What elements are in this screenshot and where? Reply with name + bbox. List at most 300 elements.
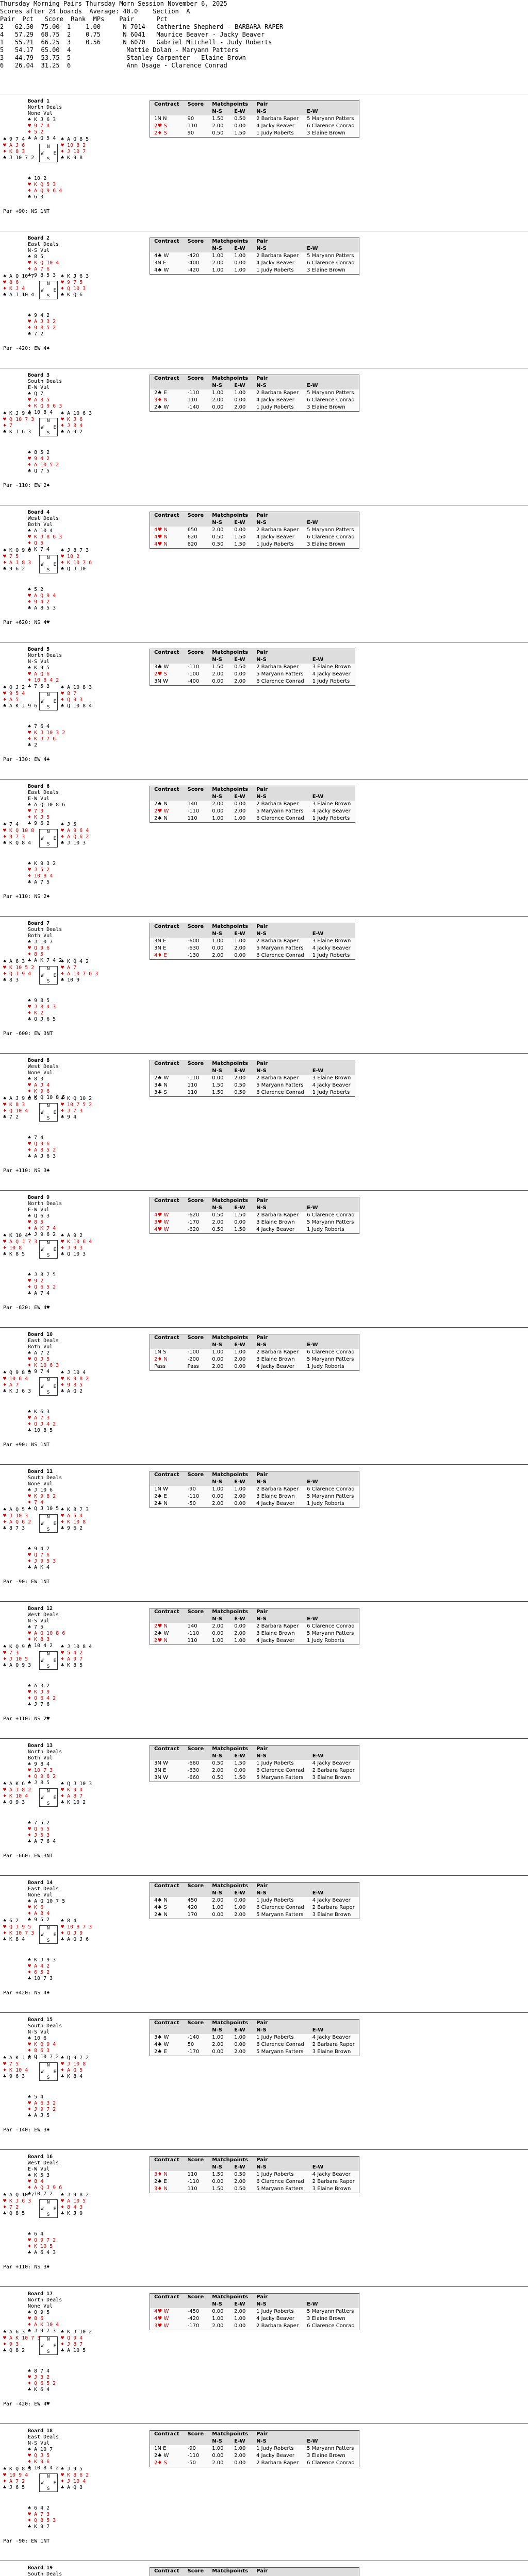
score-cell: 450 xyxy=(187,1897,197,1903)
board-number: Board 17 xyxy=(28,2291,53,2297)
suit-holding: ♦ Q 6 5 2 xyxy=(28,1284,56,1290)
contract-cell: 2♠ E xyxy=(154,2049,167,2055)
column-subheader-pair-ns: N-S xyxy=(252,1342,303,1349)
pair-ew-cell: 5 Maryann Patters xyxy=(307,527,354,533)
score-cell: 110 xyxy=(187,1090,197,1095)
column-subheader-pair-ns: N-S xyxy=(252,2164,308,2171)
mp-ns-cell: 0.00 xyxy=(212,1912,224,1918)
suit-holding: ♠ 7 4 xyxy=(3,822,19,827)
suit-holding: ♣ Q 10 8 4 xyxy=(61,703,92,709)
mp-ns-cell: 1.00 xyxy=(212,938,224,944)
suit-holding: ♦ Q 6 4 2 xyxy=(28,1696,56,1701)
traveller-table xyxy=(150,2156,359,2193)
mp-ns-cell: 0.00 xyxy=(212,2179,224,2184)
table-row xyxy=(150,1767,359,1774)
score-cell: -50 xyxy=(187,2460,196,2466)
compass-box xyxy=(39,1240,58,1259)
suit-holding: ♣ Q 9 3 xyxy=(3,1800,25,1805)
suit-holding: ♠ K Q 9 6 xyxy=(3,1644,31,1650)
table-row xyxy=(150,664,355,671)
pair-ns-cell: 3 Elaine Brown xyxy=(256,1494,295,1499)
column-header-pair: Pair xyxy=(252,1883,359,1890)
results-table xyxy=(150,375,359,411)
traveller-table xyxy=(150,1745,359,1782)
suit-holding: ♣ Q 10 3 xyxy=(61,1251,86,1257)
score-cell: Pass xyxy=(187,1364,199,1369)
pair-ns-cell: 1 Judy Roberts xyxy=(256,2446,294,2451)
dealer-label: South Deals xyxy=(28,1475,62,1481)
mp-ns-cell: 0.50 xyxy=(212,130,224,136)
mp-ew-cell: 0.00 xyxy=(234,2323,246,2329)
mp-ew-cell: 1.50 xyxy=(234,1212,246,1218)
dealer-label: South Deals xyxy=(28,2571,62,2576)
south-hand xyxy=(28,1683,56,1708)
column-subheader-blank xyxy=(184,1205,208,1212)
suit-holding: ♠ 7 5 xyxy=(28,1624,44,1630)
suit-holding: ♦ K 10 8 xyxy=(61,1519,86,1525)
suit-holding: ♣ 7 5 3 xyxy=(28,684,50,689)
column-subheader-blank xyxy=(184,1067,208,1075)
pair-ew-cell: 1 Judy Roberts xyxy=(312,816,350,821)
mp-ns-cell: 2.00 xyxy=(212,953,224,958)
suit-holding: ♣ K 8 5 xyxy=(3,1251,25,1257)
column-subheader-pair-ew: E-W xyxy=(308,656,355,664)
suit-holding: ♥ 9 2 xyxy=(28,1278,44,1284)
suit-holding: ♣ Q 8 2 xyxy=(3,2348,25,2353)
east-hand xyxy=(61,1507,89,1532)
traveller-table xyxy=(150,2019,359,2056)
south-hand xyxy=(28,587,56,612)
mp-ew-cell: 1.50 xyxy=(234,541,246,547)
suit-holding: ♣ J 9 6 2 xyxy=(28,1232,56,1238)
suit-holding: ♠ K 9 3 2 xyxy=(28,861,56,867)
suit-holding: ♠ A Q 8 5 xyxy=(61,137,89,142)
mp-ew-cell: 2.00 xyxy=(234,1631,246,1636)
suit-holding: ♦ Q 10 3 xyxy=(61,286,86,292)
compass-south: S xyxy=(47,431,50,436)
mp-ew-cell: 2.00 xyxy=(234,2179,246,2184)
column-subheader-blank xyxy=(150,245,184,252)
results-table xyxy=(150,1745,359,1782)
column-header-pair: Pair xyxy=(252,1060,355,1067)
pair-ns-cell: 3 Elaine Brown xyxy=(256,1357,295,1362)
board-number: Board 5 xyxy=(28,647,50,652)
pair-ns-cell: 2 Barbara Raper xyxy=(256,116,299,122)
mp-ns-cell: 2.00 xyxy=(212,123,224,129)
suit-holding: ♣ A 7 6 4 xyxy=(28,1839,56,1844)
table-subheader-row xyxy=(150,2301,359,2308)
results-table xyxy=(150,1197,359,1233)
suit-holding: ♥ Q J 9 5 xyxy=(3,1924,31,1930)
pair-ew-cell: 1 Judy Roberts xyxy=(307,1364,344,1369)
suit-holding: ♥ Q 6 5 xyxy=(28,1826,50,1832)
compass-west: W xyxy=(41,1658,44,1664)
compass-south: S xyxy=(47,294,50,299)
suit-holding: ♣ 9 6 2 xyxy=(61,1526,83,1531)
ranking-row: 3 44.79 53.75 5 Stanley Carpenter - Elaine Brown xyxy=(0,54,246,61)
suit-holding: ♣ A J 10 4 xyxy=(3,292,35,298)
column-subheader-blank xyxy=(184,1890,208,1897)
ranking-row: 6 26.04 31.25 6 Ann Osage - Clarence Conrad xyxy=(0,62,227,69)
column-header-contract: Contract xyxy=(150,2431,184,2438)
compass-east: E xyxy=(53,2207,56,2212)
compass-south: S xyxy=(47,1253,50,1258)
contract-cell: 2♠ E xyxy=(154,1494,167,1499)
pair-ns-cell: 6 Clarence Conrad xyxy=(256,2042,304,2047)
table-subheader-row xyxy=(150,1616,359,1623)
compass-box xyxy=(39,1788,58,1807)
results-table xyxy=(150,1883,359,1919)
suit-holding: ♣ 7 2 xyxy=(3,1114,19,1120)
traveller-table xyxy=(150,923,355,960)
suit-holding: ♥ K Q 5 3 xyxy=(28,182,56,188)
south-hand xyxy=(28,1272,56,1297)
table-row xyxy=(150,945,355,952)
south-hand xyxy=(28,313,56,337)
board-number: Board 18 xyxy=(28,2428,53,2434)
deal-diagram xyxy=(3,510,117,633)
compass-south: S xyxy=(47,157,50,162)
suit-holding: ♦ A 7 6 xyxy=(28,266,50,272)
west-hand xyxy=(3,822,34,846)
column-subheader-blank xyxy=(150,2164,184,2171)
mp-ns-cell: 1.00 xyxy=(212,816,224,821)
mp-ns-cell: 0.00 xyxy=(212,679,224,684)
score-cell: 90 xyxy=(187,130,194,136)
score-cell: -660 xyxy=(187,1760,200,1766)
column-header-score: Score xyxy=(184,2431,208,2438)
contract-cell: 2♠ E xyxy=(154,390,167,396)
dealer-label: East Deals xyxy=(28,242,59,247)
column-header-pair: Pair xyxy=(252,1197,359,1205)
score-cell: -100 xyxy=(187,1349,200,1355)
table-subheader-row xyxy=(150,656,355,664)
south-hand xyxy=(28,1820,56,1845)
table-row xyxy=(150,2460,359,2467)
column-subheader-blank xyxy=(150,1479,184,1486)
score-cell: 110 xyxy=(187,2172,197,2177)
vulnerability-label: E-W Vul xyxy=(28,2166,50,2172)
pair-ew-cell: 4 Jacky Beaver xyxy=(312,808,351,814)
score-cell: -110 xyxy=(187,664,200,670)
suit-holding: ♣ K Q 6 xyxy=(61,292,83,298)
south-hand xyxy=(28,1546,56,1571)
board-number: Board 3 xyxy=(28,372,50,378)
column-header-matchpoints: Matchpoints xyxy=(208,923,252,930)
suit-holding: ♠ 10 2 xyxy=(28,176,47,181)
pair-ns-cell: 6 Clarence Conrad xyxy=(256,2179,304,2184)
vulnerability-label: N-S Vul xyxy=(28,2029,50,2035)
suit-holding: ♠ J 10 6 xyxy=(28,1487,53,1493)
ranking-row: 5 54.17 65.00 4 Mattie Dolan - Maryann Patters xyxy=(0,46,239,54)
suit-holding: ♣ 9 8 5 3 xyxy=(28,273,56,278)
results-table xyxy=(150,238,359,274)
table-row xyxy=(150,541,359,548)
south-hand xyxy=(28,1135,56,1160)
pair-ns-cell: 2 Barbara Raper xyxy=(256,253,299,259)
traveller-table xyxy=(150,375,359,412)
contract-cell: 3N W xyxy=(154,1760,168,1766)
compass-west: W xyxy=(41,2344,44,2349)
column-subheader-pair-ew: E-W xyxy=(308,1753,359,1760)
board-number: Board 1 xyxy=(28,98,50,104)
column-subheader-blank xyxy=(150,382,184,389)
score-cell: -100 xyxy=(187,671,200,677)
par-result: Par -420: EW 4♠ xyxy=(3,346,50,351)
compass-south: S xyxy=(47,1801,50,1806)
suit-holding: ♦ A Q 5 xyxy=(61,2067,83,2073)
table-header-row xyxy=(150,1608,359,1616)
pair-ns-cell: 5 Maryann Patters xyxy=(256,1775,304,1781)
suit-holding: ♥ K 10 6 4 xyxy=(61,1239,92,1245)
suit-holding: ♥ 8 5 xyxy=(28,1219,44,1225)
table-row xyxy=(150,1219,359,1226)
pair-ns-cell: 2 Barbara Raper xyxy=(256,2323,299,2329)
traveller-table xyxy=(150,1334,359,1371)
west-hand xyxy=(3,1370,31,1395)
traveller-table xyxy=(150,1060,355,1097)
column-subheader-pair-ew: E-W xyxy=(303,382,359,389)
column-header-score: Score xyxy=(184,2157,208,2164)
north-hand xyxy=(28,1058,65,1101)
pair-ew-cell: 1 Judy Roberts xyxy=(307,1501,344,1506)
mp-ns-cell: 0.50 xyxy=(212,1212,224,1218)
suit-holding: ♠ Q 9 8 5 xyxy=(3,1370,31,1376)
deal-diagram xyxy=(3,1058,117,1181)
compass-east: E xyxy=(53,1795,56,1801)
compass-south: S xyxy=(47,1664,50,1669)
east-hand xyxy=(61,685,92,709)
compass-south: S xyxy=(47,705,50,710)
column-header-contract: Contract xyxy=(150,1745,184,1753)
score-cell: -630 xyxy=(187,1768,200,1773)
column-subheader-pair-ns: N-S xyxy=(252,1753,308,1760)
column-subheader-pair-ns: N-S xyxy=(252,930,308,938)
mp-ns-cell: 1.00 xyxy=(212,267,224,273)
par-result: Par -90: EW 1NT xyxy=(3,1579,50,1585)
compass-north: N xyxy=(47,1789,50,1794)
mp-ew-cell: 0.00 xyxy=(234,527,246,533)
board-block xyxy=(0,2149,528,2286)
suit-holding: ♦ K 10 6 3 xyxy=(28,1363,59,1368)
suit-holding: ♥ A 7 xyxy=(61,965,77,971)
pair-ns-cell: 2 Barbara Raper xyxy=(256,1075,299,1081)
suit-holding: ♦ A 5 xyxy=(3,697,19,703)
north-hand xyxy=(28,510,62,553)
pair-ns-cell: 4 Jacky Beaver xyxy=(256,260,295,266)
contract-cell: 2♠ W xyxy=(154,404,169,410)
contract-cell: 1N W xyxy=(154,1486,168,1492)
mp-ew-cell: 1.00 xyxy=(234,253,246,259)
pair-ns-cell: 1 Judy Roberts xyxy=(256,130,294,136)
column-header-matchpoints: Matchpoints xyxy=(208,1883,252,1890)
suit-holding: ♥ K J 6 xyxy=(61,417,83,422)
suit-holding: ♣ J 8 5 xyxy=(28,1780,50,1786)
contract-cell: 4♠ N xyxy=(154,1897,168,1903)
pair-ew-cell: 3 Elaine Brown xyxy=(307,541,345,547)
mp-ns-cell: 2.00 xyxy=(212,1768,224,1773)
suit-holding: ♦ K 8 3 xyxy=(3,149,25,155)
suit-holding: ♥ A 7 3 xyxy=(28,2512,50,2517)
pair-ns-cell: 2 Barbara Raper xyxy=(256,527,299,533)
mp-ew-cell: 0.50 xyxy=(234,1090,246,1095)
pair-ns-cell: 2 Barbara Raper xyxy=(256,2460,299,2466)
compass-east: E xyxy=(53,973,56,978)
compass-south: S xyxy=(47,2075,50,2080)
score-cell: -200 xyxy=(187,1357,200,1362)
deal-diagram xyxy=(3,1606,117,1730)
par-result: Par -660: EW 3NT xyxy=(3,1853,53,1859)
pair-ns-cell: 6 Clarence Conrad xyxy=(256,1090,304,1095)
suit-holding: ♥ J 10 3 xyxy=(3,1513,28,1519)
east-hand xyxy=(61,2192,89,2217)
column-subheader-mp-ew: E-W xyxy=(230,2027,252,2034)
score-cell: 50 xyxy=(187,2042,194,2047)
score-cell: -130 xyxy=(187,953,200,958)
compass-box xyxy=(39,829,58,848)
par-result: Par +110: NS 2♠ xyxy=(3,894,50,900)
suit-holding: ♣ Q 7 5 xyxy=(28,468,50,474)
north-hand xyxy=(28,2565,62,2576)
column-header-matchpoints: Matchpoints xyxy=(208,1197,252,1205)
column-header-pair: Pair xyxy=(252,238,359,245)
suit-holding: ♣ J 6 5 xyxy=(3,2485,25,2490)
compass-box xyxy=(39,2336,58,2355)
results-table xyxy=(150,1471,359,1507)
mp-ns-cell: 0.50 xyxy=(212,1227,224,1232)
suit-holding: ♦ J 9 3 xyxy=(61,1245,83,1251)
west-hand xyxy=(3,2055,37,2080)
compass-west: W xyxy=(41,425,44,430)
column-subheader-pair-ew: E-W xyxy=(308,2164,359,2171)
table-row xyxy=(150,1897,359,1904)
score-cell: -110 xyxy=(187,1494,200,1499)
score-cell: 620 xyxy=(187,534,197,540)
pair-ew-cell: 3 Elaine Brown xyxy=(307,404,345,410)
suit-holding: ♦ K 10 7 3 xyxy=(3,1930,35,1936)
score-cell: 170 xyxy=(187,1912,197,1918)
suit-holding: ♠ 7 5 2 xyxy=(28,1820,50,1826)
vulnerability-label: None Vul xyxy=(28,2303,53,2309)
column-header-score: Score xyxy=(184,1471,208,1479)
mp-ew-cell: 0.00 xyxy=(234,1501,246,1506)
ranking-list xyxy=(0,23,528,70)
suit-holding: ♥ K 10 5 2 xyxy=(3,965,35,971)
suit-holding: ♦ K 2 xyxy=(28,1010,44,1016)
column-header-pair: Pair xyxy=(252,923,355,930)
pair-ns-cell: 1 Judy Roberts xyxy=(256,541,294,547)
mp-ew-cell: 2.00 xyxy=(234,1357,246,1362)
suit-holding: ♣ 8 7 3 xyxy=(3,1526,25,1531)
dealer-label: East Deals xyxy=(28,1338,59,1344)
column-header-matchpoints: Matchpoints xyxy=(208,2568,252,2575)
contract-cell: 4♠ W xyxy=(154,253,169,259)
pair-ew-cell: 3 Elaine Brown xyxy=(312,2186,351,2192)
column-subheader-mp-ns: N-S xyxy=(208,1616,230,1623)
column-subheader-blank xyxy=(150,519,184,527)
compass-north: N xyxy=(47,1652,50,1657)
north-hand xyxy=(28,2428,59,2471)
compass-west: W xyxy=(41,2207,44,2212)
table-header-row xyxy=(150,2568,359,2575)
suit-holding: ♦ A J 8 3 xyxy=(3,560,31,566)
east-hand xyxy=(61,274,89,298)
column-subheader-mp-ew: E-W xyxy=(230,930,252,938)
suit-holding: ♦ A Q 9 6 4 xyxy=(28,188,62,194)
mp-ew-cell: 1.00 xyxy=(234,1349,246,1355)
column-header-pair: Pair xyxy=(252,375,359,382)
score-cell: -420 xyxy=(187,253,200,259)
column-header-score: Score xyxy=(184,2568,208,2575)
par-result: Par -110: EW 2♠ xyxy=(3,483,50,488)
suit-holding: ♠ A 6 3 xyxy=(3,959,25,964)
suit-holding: ♠ J 10 7 xyxy=(28,939,53,945)
suit-holding: ♠ A K J 8 3 xyxy=(3,2055,38,2061)
column-subheader-mp-ew: E-W xyxy=(230,1205,252,1212)
column-header-contract: Contract xyxy=(150,1471,184,1479)
score-cell: 420 xyxy=(187,1905,197,1910)
column-header-score: Score xyxy=(184,786,208,793)
suit-holding: ♥ K 8 6 2 xyxy=(61,2472,89,2478)
traveller-table xyxy=(150,2293,359,2330)
suit-holding: ♥ K J 6 3 xyxy=(3,2198,31,2204)
compass-east: E xyxy=(53,699,56,704)
north-hand xyxy=(28,921,62,964)
table-row xyxy=(150,2034,359,2041)
score-cell: -110 xyxy=(187,1631,200,1636)
score-cell: -110 xyxy=(187,2179,200,2184)
suit-holding: ♣ Q 10 7 2 xyxy=(28,2054,59,2060)
column-subheader-pair-ns: N-S xyxy=(252,519,303,527)
column-header-contract: Contract xyxy=(150,1060,184,1067)
vulnerability-label: None Vul xyxy=(28,111,53,116)
table-subheader-row xyxy=(150,2438,359,2445)
column-header-pair: Pair xyxy=(252,2431,359,2438)
results-table xyxy=(150,1060,355,1096)
suit-holding: ♥ A J 3 2 xyxy=(28,319,56,325)
score-cell: 90 xyxy=(187,116,194,122)
suit-holding: ♠ A Q 10 7 xyxy=(3,2192,35,2198)
column-subheader-blank xyxy=(150,1753,184,1760)
east-hand xyxy=(61,2329,92,2354)
suit-holding: ♦ A 7 2 xyxy=(3,2479,25,2484)
mp-ns-cell: 2.00 xyxy=(212,1897,224,1903)
column-subheader-pair-ns: N-S xyxy=(252,245,303,252)
pair-ns-cell: 4 Jacky Beaver xyxy=(256,1638,295,1643)
mp-ew-cell: 1.00 xyxy=(234,267,246,273)
suit-holding: ♥ 10 9 4 xyxy=(3,2472,28,2478)
deal-diagram xyxy=(3,98,117,222)
table-row xyxy=(150,815,355,822)
column-header-score: Score xyxy=(184,2020,208,2027)
pair-ns-cell: 5 Maryann Patters xyxy=(256,945,304,951)
column-subheader-mp-ns: N-S xyxy=(208,2164,230,2171)
mp-ew-cell: 1.50 xyxy=(234,534,246,540)
suit-holding: ♠ 9 8 4 xyxy=(28,1761,50,1767)
suit-holding: ♦ 7 2 xyxy=(3,2205,19,2210)
south-hand xyxy=(28,998,56,1023)
mp-ew-cell: 1.50 xyxy=(234,1227,246,1232)
column-header-matchpoints: Matchpoints xyxy=(208,786,252,793)
table-row xyxy=(150,1356,359,1363)
east-hand xyxy=(61,1233,92,1258)
mp-ew-cell: 2.00 xyxy=(234,1075,246,1081)
board-block xyxy=(0,2012,528,2149)
suit-holding: ♠ A 10 7 xyxy=(28,2447,53,2452)
east-hand xyxy=(61,822,89,846)
suit-holding: ♥ 10 7 3 xyxy=(28,1768,53,1773)
mp-ew-cell: 2.00 xyxy=(234,679,246,684)
